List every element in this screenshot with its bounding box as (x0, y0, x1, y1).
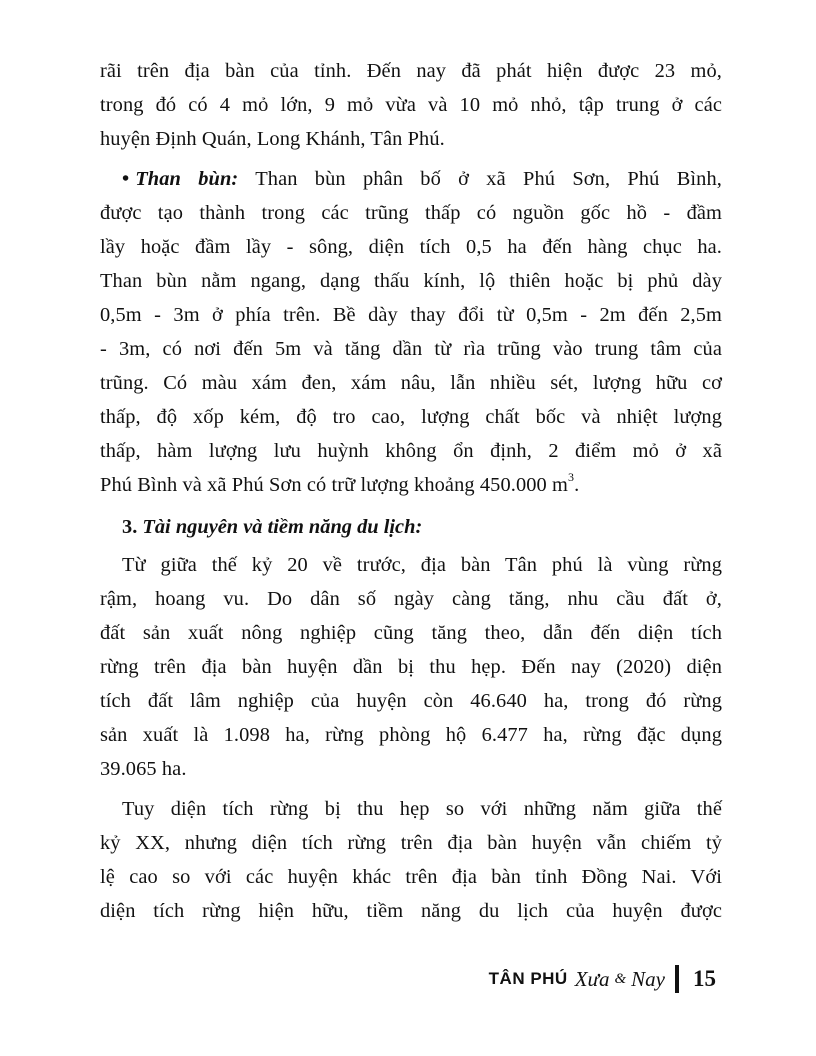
text-line: - 3m, có nơi đến 5m và tăng dần từ rìa trũng vào trung tâm của (100, 338, 722, 360)
text-span: . (574, 474, 580, 496)
paragraph-intro (100, 54, 722, 156)
text-line: trong đó có 4 mỏ lớn, 9 mỏ vừa và 10 mỏ nhỏ, tập trung ở các (100, 94, 722, 116)
text-line: Than bùn nằm ngang, dạng thấu kính, lộ thiên hoặc bị phủ dày (100, 270, 722, 292)
paragraph-tourism (100, 792, 722, 928)
text-line: Từ giữa thế kỷ 20 về trước, địa bàn Tân phú là vùng rừng (122, 554, 722, 576)
text-line: tích đất lâm nghiệp của huyện còn 46.640 ha, trong đó rừng (100, 690, 722, 712)
text-line: diện tích rừng hiện hữu, tiềm năng du lịch của huyện được (100, 900, 722, 922)
text-line: trũng. Có màu xám đen, xám nâu, lẫn nhiều sét, lượng hữu cơ (100, 372, 722, 394)
text-line: thấp, hàm lượng lưu huỳnh không ổn định, 2 điểm mỏ ở xã (100, 440, 722, 462)
text-line: thấp, độ xốp kém, độ tro cao, lượng chất bốc và nhiệt lượng (100, 406, 722, 428)
text-line: đất sản xuất nông nghiệp cũng tăng theo, dẫn đến diện tích (100, 622, 722, 644)
text-span: Than bùn phân bố ở xã Phú Sơn, Phú Bình, (255, 168, 722, 190)
paragraph-than-bun (100, 162, 722, 502)
text-line: được tạo thành trong các trũng thấp có nguồn gốc hồ - đầm (100, 202, 722, 224)
page-body (100, 54, 722, 928)
text-line: 0,5m - 3m ở phía trên. Bề dày thay đổi từ 0,5m - 2m đến 2,5m (100, 304, 722, 326)
text-line: rậm, hoang vu. Do dân số ngày càng tăng, nhu cầu đất ở, (100, 588, 722, 610)
page-number: 15 (693, 966, 716, 991)
text-line: 39.065 ha. (100, 758, 187, 780)
heading-number: 3. (122, 516, 138, 538)
heading-text: Tài nguyên và tiềm năng du lịch: (142, 516, 423, 538)
text-line: sản xuất là 1.098 ha, rừng phòng hộ 6.477 ha, rừng đặc dụng (100, 724, 722, 746)
text-line: Tuy diện tích rừng bị thu hẹp so với những năm giữa thế (122, 798, 722, 820)
footer-ampersand: & (614, 970, 627, 987)
paragraph-forest (100, 548, 722, 786)
term-label: Than bùn: (135, 168, 239, 190)
footer-divider (675, 965, 679, 993)
text-line: lầy hoặc đầm lầy - sông, diện tích 0,5 ha đến hàng chục ha. (100, 236, 722, 258)
superscript: 3 (568, 470, 575, 485)
bullet-icon: • (122, 168, 130, 190)
text-line: rãi trên địa bàn của tỉnh. Đến nay đã phát hiện được 23 mỏ, (100, 60, 722, 82)
section-heading (100, 510, 722, 544)
text-line-last (100, 468, 722, 502)
text-span: Phú Bình và xã Phú Sơn có trữ lượng khoảng 450.000 m (100, 474, 569, 496)
text-line: rừng trên địa bàn huyện dần bị thu hẹp. Đến nay (2020) diện (100, 656, 722, 678)
text-line: huyện Định Quán, Long Khánh, Tân Phú. (100, 128, 445, 150)
page-footer (489, 962, 716, 996)
text-line-first (100, 162, 722, 196)
text-line: kỷ XX, nhưng diện tích rừng trên địa bàn huyện vẫn chiếm tỷ (100, 832, 722, 854)
footer-subtitle-nay: Nay (631, 966, 665, 991)
text-line: lệ cao so với các huyện khác trên địa bàn tỉnh Đồng Nai. Với (100, 866, 722, 888)
footer-subtitle-xua: Xưa (574, 966, 610, 991)
footer-brand: TÂN PHÚ (488, 969, 568, 988)
